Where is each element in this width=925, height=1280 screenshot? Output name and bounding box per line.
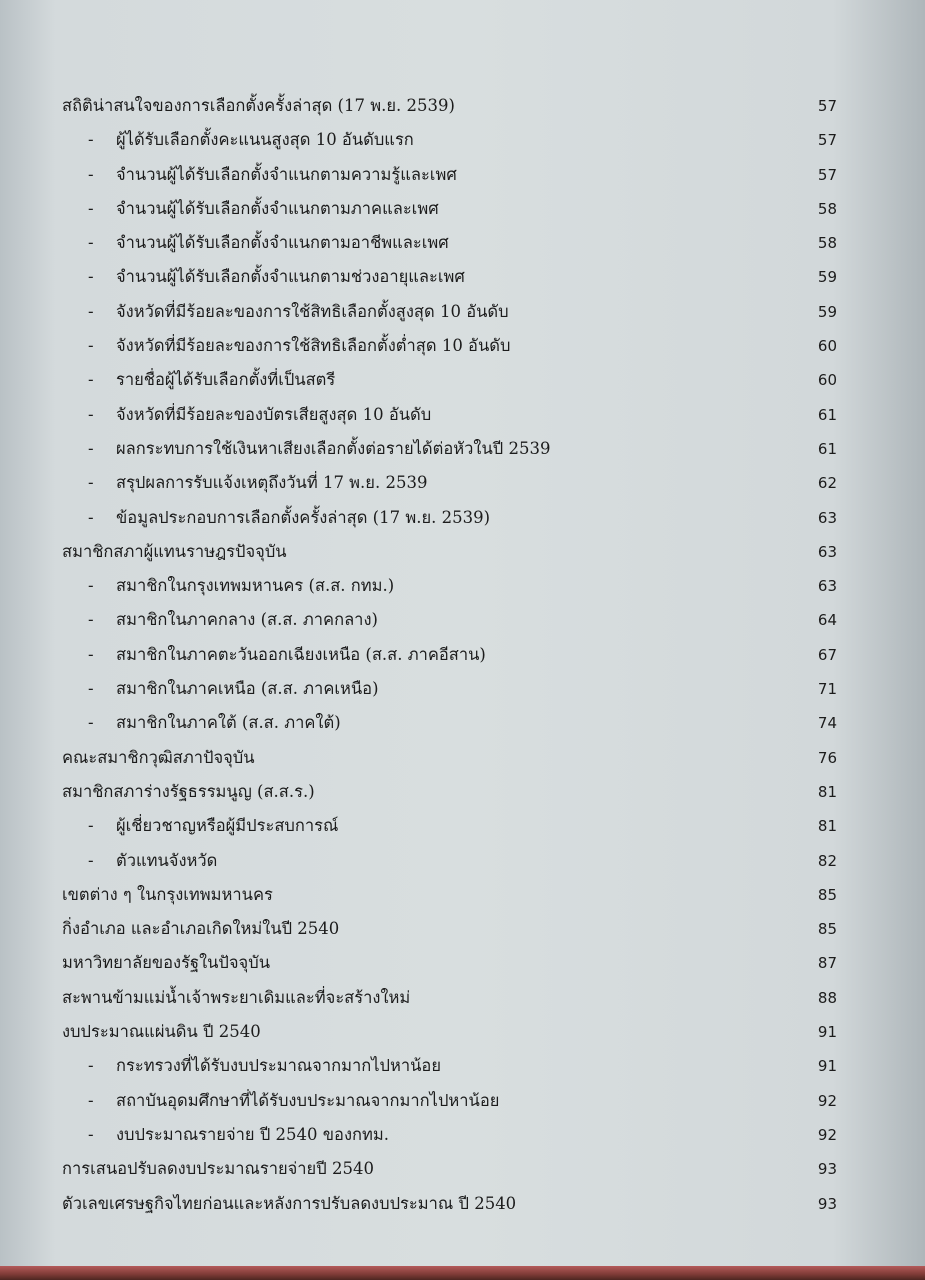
toc-page-number: 88	[817, 988, 837, 1007]
list-dash: -	[88, 850, 94, 870]
toc-page-number: 85	[817, 885, 837, 904]
toc-entry-title: จังหวัดที่มีร้อยละของการใช้สิทธิเลือกตั้งต่ำสุด 10 อันดับ	[116, 336, 511, 356]
toc-entry-title: รายชื่อผู้ได้รับเลือกตั้งที่เป็นสตรี	[116, 370, 336, 390]
toc-page-number: 59	[817, 302, 837, 321]
toc-entry-title: สมาชิกในกรุงเทพมหานคร (ส.ส. กทม.)	[116, 576, 395, 596]
toc-subentry	[62, 192, 837, 226]
toc-entry-title: ตัวเลขเศรษฐกิจไทยก่อนและหลังการปรับลดงบประมาณ ปี 2540	[62, 1193, 517, 1213]
toc-page-number: 91	[817, 1023, 837, 1042]
toc-entry-title: สมาชิกในภาคตะวันออกเฉียงเหนือ (ส.ส. ภาคอีสาน)	[116, 644, 486, 664]
toc-entry-title: จังหวัดที่มีร้อยละของบัตรเสียสูงสุด 10 อันดับ	[116, 404, 432, 424]
list-dash: -	[88, 1056, 94, 1076]
toc-page-number: 82	[817, 851, 837, 870]
toc-page-number: 59	[817, 268, 837, 287]
list-dash: -	[88, 198, 94, 218]
toc-entry-title: จำนวนผู้ได้รับเลือกตั้งจำแนกตามภาคและเพศ	[116, 198, 439, 218]
toc-page-number: 91	[817, 1057, 837, 1076]
list-dash: -	[88, 1090, 94, 1110]
toc-page-number: 67	[817, 645, 837, 664]
toc-entry-title: ผลกระทบการใช้เงินหาเสียงเลือกตั้งต่อรายได้ต่อหัวในปี 2539	[116, 438, 551, 458]
list-dash: -	[88, 130, 94, 150]
toc-page-number: 61	[817, 405, 837, 424]
toc-subentry	[62, 706, 837, 740]
toc-page-number: 81	[817, 817, 837, 836]
toc-subentry	[62, 466, 837, 500]
toc-entry-title: งบประมาณรายจ่าย ปี 2540 ของกทม.	[116, 1124, 390, 1144]
list-dash: -	[88, 713, 94, 733]
toc-subentry	[62, 158, 837, 192]
toc-page-number: 61	[817, 439, 837, 458]
list-dash: -	[88, 404, 94, 424]
toc-entry-title: จำนวนผู้ได้รับเลือกตั้งจำแนกตามช่วงอายุและเพศ	[116, 267, 465, 287]
toc-entry	[62, 981, 837, 1015]
list-dash: -	[88, 610, 94, 630]
toc-entry	[62, 912, 837, 946]
toc-subentry	[62, 603, 837, 637]
toc-entry	[62, 946, 837, 980]
list-dash: -	[88, 164, 94, 184]
toc-subentry	[62, 1049, 837, 1083]
list-dash: -	[88, 438, 94, 458]
toc-subentry	[62, 809, 837, 843]
toc-page-number: 85	[817, 920, 837, 939]
toc-page-number: 92	[817, 1125, 837, 1144]
toc-entry-title: สมาชิกในภาคใต้ (ส.ส. ภาคใต้)	[116, 713, 341, 733]
toc-page-number: 62	[817, 474, 837, 493]
toc-subentry	[62, 226, 837, 260]
toc-entry-title: สถาบันอุดมศึกษาที่ได้รับงบประมาณจากมากไปหาน้อย	[116, 1090, 500, 1110]
toc-page-number: 58	[817, 234, 837, 253]
toc-page-number: 63	[817, 577, 837, 596]
toc-subentry	[62, 672, 837, 706]
toc-subentry	[62, 1118, 837, 1152]
toc-page-number: 76	[817, 748, 837, 767]
toc-entry-title: กระทรวงที่ได้รับงบประมาณจากมากไปหาน้อย	[116, 1056, 442, 1076]
toc-page-number: 60	[817, 337, 837, 356]
toc-entry	[62, 535, 837, 569]
toc-page-number: 74	[817, 714, 837, 733]
list-dash: -	[88, 267, 94, 287]
toc-subentry	[62, 295, 837, 329]
toc-entry-title: สรุปผลการรับแจ้งเหตุถึงวันที่ 17 พ.ย. 2539	[116, 473, 428, 493]
toc-entry-title: คณะสมาชิกวุฒิสภาปัจจุบัน	[62, 747, 255, 767]
list-dash: -	[88, 644, 94, 664]
toc-entry-title: จำนวนผู้ได้รับเลือกตั้งจำแนกตามอาชีพและเพศ	[116, 233, 449, 253]
list-dash: -	[88, 301, 94, 321]
toc-entry-title: สะพานข้ามแม่น้ำเจ้าพระยาเดิมและที่จะสร้างใหม่	[62, 987, 411, 1007]
toc-entry-title: มหาวิทยาลัยของรัฐในปัจจุบัน	[62, 953, 270, 973]
toc-page-number: 64	[817, 611, 837, 630]
toc-entry-title: เขตต่าง ๆ ในกรุงเทพมหานคร	[62, 884, 273, 904]
list-dash: -	[88, 233, 94, 253]
toc-page-number: 63	[817, 508, 837, 527]
toc-entry-title: สมาชิกสภาผู้แทนราษฎรปัจจุบัน	[62, 541, 287, 561]
list-dash: -	[88, 370, 94, 390]
toc-page-number: 63	[817, 542, 837, 561]
list-dash: -	[88, 473, 94, 493]
toc-entry-title: สมาชิกในภาคเหนือ (ส.ส. ภาคเหนือ)	[116, 679, 379, 699]
toc-subentry	[62, 501, 837, 535]
toc-entry	[62, 1187, 837, 1221]
toc-subentry	[62, 432, 837, 466]
toc-page-number: 60	[817, 371, 837, 390]
toc-entry-title: สถิติน่าสนใจของการเลือกตั้งครั้งล่าสุด (17 พ.ย. 2539)	[62, 96, 455, 115]
toc-subentry	[62, 123, 837, 157]
toc-entry	[62, 1015, 837, 1049]
toc-entry-title: ตัวแทนจังหวัด	[116, 850, 218, 870]
toc-page-number: 57	[817, 131, 837, 150]
toc-entry-title: ผู้ได้รับเลือกตั้งคะแนนสูงสุด 10 อันดับแรก	[116, 130, 414, 150]
toc-entry-title: ผู้เชี่ยวชาญหรือผู้มีประสบการณ์	[116, 816, 339, 836]
page-bottom-edge	[0, 1266, 925, 1280]
toc-page-number: 58	[817, 199, 837, 218]
toc-subentry	[62, 363, 837, 397]
toc-page-number: 93	[817, 1194, 837, 1213]
toc-entry	[62, 878, 837, 912]
table-of-contents	[62, 89, 837, 1221]
toc-entry-title: กิ่งอำเภอ และอำเภอเกิดใหม่ในปี 2540	[62, 919, 340, 939]
toc-entry-title: จังหวัดที่มีร้อยละของการใช้สิทธิเลือกตั้งสูงสุด 10 อันดับ	[116, 301, 509, 321]
list-dash: -	[88, 336, 94, 356]
toc-page-number: 87	[817, 954, 837, 973]
list-dash: -	[88, 507, 94, 527]
toc-page-number: 57	[817, 165, 837, 184]
toc-page-number: 81	[817, 782, 837, 801]
toc-subentry	[62, 329, 837, 363]
toc-subentry	[62, 1084, 837, 1118]
list-dash: -	[88, 1124, 94, 1144]
toc-entry-title: งบประมาณแผ่นดิน ปี 2540	[62, 1022, 261, 1042]
toc-subentry	[62, 844, 837, 878]
toc-page-number: 92	[817, 1091, 837, 1110]
toc-entry	[62, 741, 837, 775]
toc-subentry	[62, 398, 837, 432]
toc-entry-title: ข้อมูลประกอบการเลือกตั้งครั้งล่าสุด (17 พ.ย. 2539)	[116, 507, 491, 527]
toc-page-number: 71	[817, 680, 837, 699]
toc-subentry	[62, 638, 837, 672]
list-dash: -	[88, 816, 94, 836]
toc-entry-title: สมาชิกสภาร่างรัฐธรรมนูญ (ส.ส.ร.)	[62, 781, 315, 801]
toc-page-number: 57	[817, 97, 837, 115]
toc-entry-title: การเสนอปรับลดงบประมาณรายจ่ายปี 2540	[62, 1159, 374, 1179]
toc-entry	[62, 1152, 837, 1186]
toc-entry-title: จำนวนผู้ได้รับเลือกตั้งจำแนกตามความรู้และเพศ	[116, 164, 457, 184]
toc-entry-title: สมาชิกในภาคกลาง (ส.ส. ภาคกลาง)	[116, 610, 378, 630]
toc-entry	[62, 89, 837, 123]
toc-page-number: 93	[817, 1160, 837, 1179]
toc-subentry	[62, 260, 837, 294]
toc-subentry	[62, 569, 837, 603]
list-dash: -	[88, 576, 94, 596]
list-dash: -	[88, 679, 94, 699]
toc-entry	[62, 775, 837, 809]
